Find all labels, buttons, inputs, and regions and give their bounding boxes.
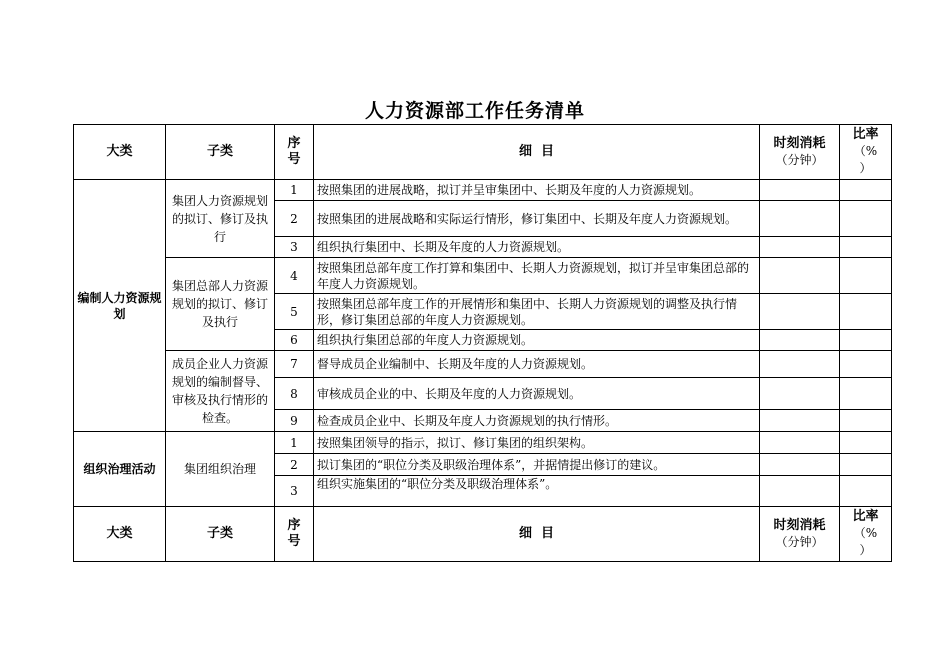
header-seq-line1: 序 xyxy=(287,518,301,533)
time-cell xyxy=(760,351,840,378)
detail-cell: 审核成员企业的中、长期及年度的人力资源规划。 xyxy=(314,378,760,410)
table-header-row xyxy=(74,125,892,180)
category-cell: 组织治理活动 xyxy=(74,432,166,507)
header-seq-line1: 序 xyxy=(287,136,301,151)
header-ratio xyxy=(840,125,892,180)
table-footer-header-row xyxy=(74,507,892,562)
header-seq-line2: 号 xyxy=(287,534,301,549)
category-cell: 编制人力资源规划 xyxy=(74,180,166,432)
seq-cell: 1 xyxy=(275,180,314,201)
time-cell xyxy=(760,180,840,201)
ratio-cell xyxy=(840,258,892,294)
time-cell xyxy=(760,476,840,507)
detail-cell: 督导成员企业编制中、长期及年度的人力资源规划。 xyxy=(314,351,760,378)
ratio-cell xyxy=(840,432,892,454)
detail-cell: 按照集团领导的指示，拟订、修订集团的组织架构。 xyxy=(314,432,760,454)
header-category: 大类 xyxy=(74,507,166,562)
header-ratio-line3: ） xyxy=(859,161,872,175)
task-table xyxy=(73,124,892,562)
time-cell xyxy=(760,410,840,432)
ratio-cell xyxy=(840,410,892,432)
header-subcategory: 子类 xyxy=(166,507,275,562)
header-ratio xyxy=(840,507,892,562)
time-cell xyxy=(760,330,840,351)
detail-cell: 组织执行集团总部的年度人力资源规划。 xyxy=(314,330,760,351)
seq-cell: 1 xyxy=(275,432,314,454)
detail-cell: 按照集团总部年度工作打算和集团中、长期人力资源规划，拟订并呈审集团总部的年度人力资源规划。 xyxy=(314,258,760,294)
ratio-cell xyxy=(840,180,892,201)
subcategory-cell: 集团人力资源规划的拟订、修订及执行 xyxy=(166,180,275,258)
seq-cell: 5 xyxy=(275,294,314,330)
time-cell xyxy=(760,294,840,330)
header-seq xyxy=(275,507,314,562)
ratio-cell xyxy=(840,378,892,410)
header-time-line1: 时刻消耗 xyxy=(773,517,826,533)
header-ratio-line2: （% xyxy=(853,144,878,158)
header-time-line1: 时刻消耗 xyxy=(773,135,826,151)
seq-cell: 4 xyxy=(275,258,314,294)
subcategory-cell: 集团组织治理 xyxy=(166,432,275,507)
detail-cell: 拟订集团的“职位分类及职级治理体系”，并据情提出修订的建议。 xyxy=(314,454,760,476)
seq-cell: 2 xyxy=(275,454,314,476)
ratio-cell xyxy=(840,201,892,237)
time-cell xyxy=(760,432,840,454)
seq-cell: 7 xyxy=(275,351,314,378)
subcategory-cell: 集团总部人力资源规划的拟订、修订及执行 xyxy=(166,258,275,351)
detail-cell: 按照集团的进展战略，拟订并呈审集团中、长期及年度的人力资源规划。 xyxy=(314,180,760,201)
time-cell xyxy=(760,201,840,237)
ratio-cell xyxy=(840,294,892,330)
table-row xyxy=(74,258,892,294)
ratio-cell xyxy=(840,330,892,351)
ratio-cell xyxy=(840,454,892,476)
header-time xyxy=(760,125,840,180)
detail-cell: 组织执行集团中、长期及年度的人力资源规划。 xyxy=(314,237,760,258)
header-time xyxy=(760,507,840,562)
time-cell xyxy=(760,258,840,294)
seq-cell: 6 xyxy=(275,330,314,351)
header-subcategory: 子类 xyxy=(166,125,275,180)
detail-cell: 按照集团总部年度工作的开展情形和集团中、长期人力资源规划的调整及执行情形，修订集团总部的年度人力资源规划。 xyxy=(314,294,760,330)
detail-cell: 组织实施集团的“职位分类及职级治理体系”。 xyxy=(314,476,760,507)
seq-cell: 9 xyxy=(275,410,314,432)
header-ratio-line1: 比率 xyxy=(852,509,879,524)
time-cell xyxy=(760,237,840,258)
header-seq xyxy=(275,125,314,180)
header-seq-line2: 号 xyxy=(287,152,301,167)
seq-cell: 3 xyxy=(275,237,314,258)
detail-cell: 按照集团的进展战略和实际运行情形，修订集团中、长期及年度人力资源规划。 xyxy=(314,201,760,237)
header-category: 大类 xyxy=(74,125,166,180)
table-row xyxy=(74,351,892,378)
time-cell xyxy=(760,378,840,410)
time-cell xyxy=(760,454,840,476)
subcategory-cell: 成员企业人力资源规划的编制督导、审核及执行情形的检查。 xyxy=(166,351,275,432)
page-title: 人力资源部工作任务清单 xyxy=(364,100,585,122)
header-time-line2: （分钟） xyxy=(775,152,824,167)
ratio-cell xyxy=(840,351,892,378)
table-row xyxy=(74,432,892,454)
header-ratio-line2: （% xyxy=(853,526,878,540)
ratio-cell xyxy=(840,476,892,507)
table-row xyxy=(74,180,892,201)
seq-cell: 2 xyxy=(275,201,314,237)
header-time-line2: （分钟） xyxy=(775,534,824,549)
header-detail: 细 目 xyxy=(314,125,760,180)
detail-cell: 检查成员企业中、长期及年度人力资源规划的执行情形。 xyxy=(314,410,760,432)
seq-cell: 3 xyxy=(275,476,314,507)
header-detail: 细 目 xyxy=(314,507,760,562)
header-ratio-line3: ） xyxy=(859,543,872,557)
header-ratio-line1: 比率 xyxy=(852,127,879,142)
ratio-cell xyxy=(840,237,892,258)
seq-cell: 8 xyxy=(275,378,314,410)
